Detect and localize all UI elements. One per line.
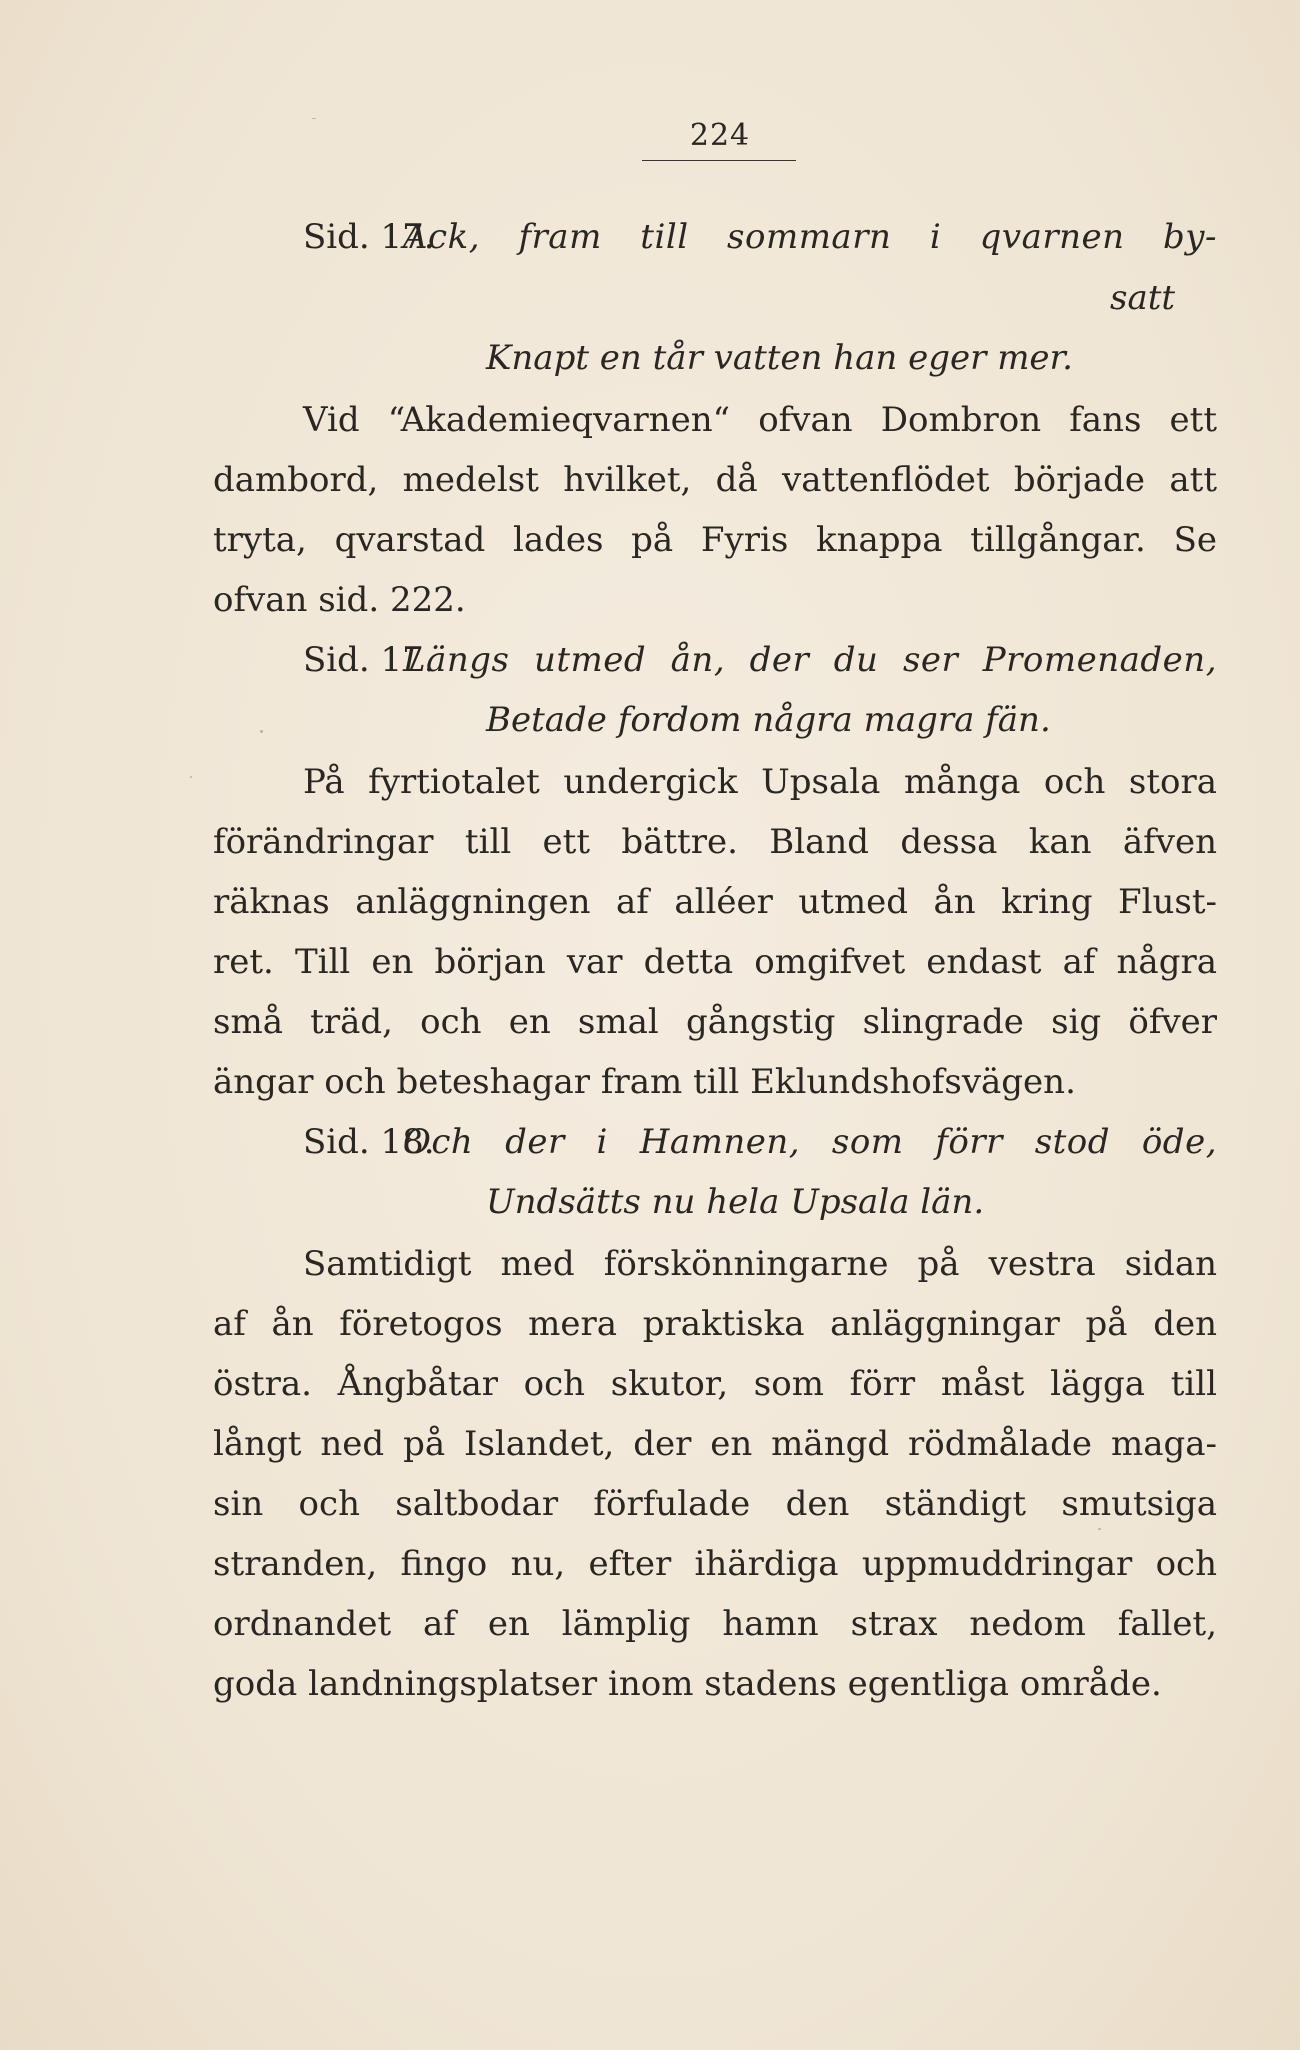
text-line: förändringar till ett bättre. Bland dessa kan äfven	[213, 822, 1217, 862]
text-line: långt ned på Islandet, der en mängd rödmålade maga-	[213, 1424, 1217, 1464]
sid-reference: Sid. 17.	[303, 217, 435, 257]
text-line: östra. Ångbåtar och skutor, som förr måst lägga till	[213, 1364, 1217, 1404]
text-line: ängar och beteshagar fram till Eklundshofsvägen.	[213, 1062, 1076, 1102]
verse-line: Undsätts nu hela Upsala län.	[486, 1182, 985, 1222]
verse-line-continuation: satt	[1110, 278, 1176, 318]
text-line: goda landningsplatser inom stadens egentliga område.	[213, 1664, 1162, 1704]
text-line: ordnandet af en lämplig hamn strax nedom fallet,	[213, 1604, 1217, 1644]
verse-line: Längs utmed ån, der du ser Promenaden,	[403, 640, 1217, 680]
text-line: Vid “Akademieqvarnen“ ofvan Dombron fans ett	[303, 400, 1217, 440]
verse-line: Knapt en tår vatten han eger mer.	[486, 338, 1073, 378]
text-line: Samtidigt med förskönningarne på vestra sidan	[303, 1244, 1217, 1284]
paper-speck	[1098, 1528, 1101, 1530]
text-line: stranden, fingo nu, efter ihärdiga uppmuddringar och	[213, 1544, 1217, 1584]
sid-reference: Sid. 17.	[303, 640, 435, 680]
text-line: dambord, medelst hvilket, då vattenflödet började att	[213, 460, 1217, 500]
text-line-1	[213, 215, 1217, 259]
text-line: tryta, qvarstad lades på Fyris knappa tillgångar. Se	[213, 520, 1217, 560]
verse-line: Ack, fram till sommarn i qvarnen by-	[403, 217, 1217, 257]
page-number-rule	[642, 160, 796, 161]
text-line	[213, 638, 1217, 682]
paper-speck	[190, 776, 192, 778]
text-line: räknas anläggningen af alléer utmed ån kring Flust-	[213, 882, 1217, 922]
verse-line: Betade fordom några magra fän.	[486, 700, 1051, 740]
text-line: af ån företogos mera praktiska anläggningar på den	[213, 1304, 1217, 1344]
text-line: små träd, och en smal gångstig slingrade sig öfver	[213, 1002, 1217, 1042]
verse-line: Och der i Hamnen, som förr stod öde,	[403, 1122, 1217, 1162]
page-number: 224	[689, 118, 751, 153]
text-line: sin och saltbodar förfulade den ständigt smutsiga	[213, 1484, 1217, 1524]
text-line: ret. Till en början var detta omgifvet endast af några	[213, 942, 1217, 982]
paper-speck	[312, 118, 316, 119]
sid-reference: Sid. 18.	[303, 1122, 435, 1162]
text-line: På fyrtiotalet undergick Upsala många och stora	[303, 762, 1217, 802]
text-line	[213, 1120, 1217, 1164]
text-line: ofvan sid. 222.	[213, 580, 466, 620]
paper-speck	[260, 730, 263, 733]
